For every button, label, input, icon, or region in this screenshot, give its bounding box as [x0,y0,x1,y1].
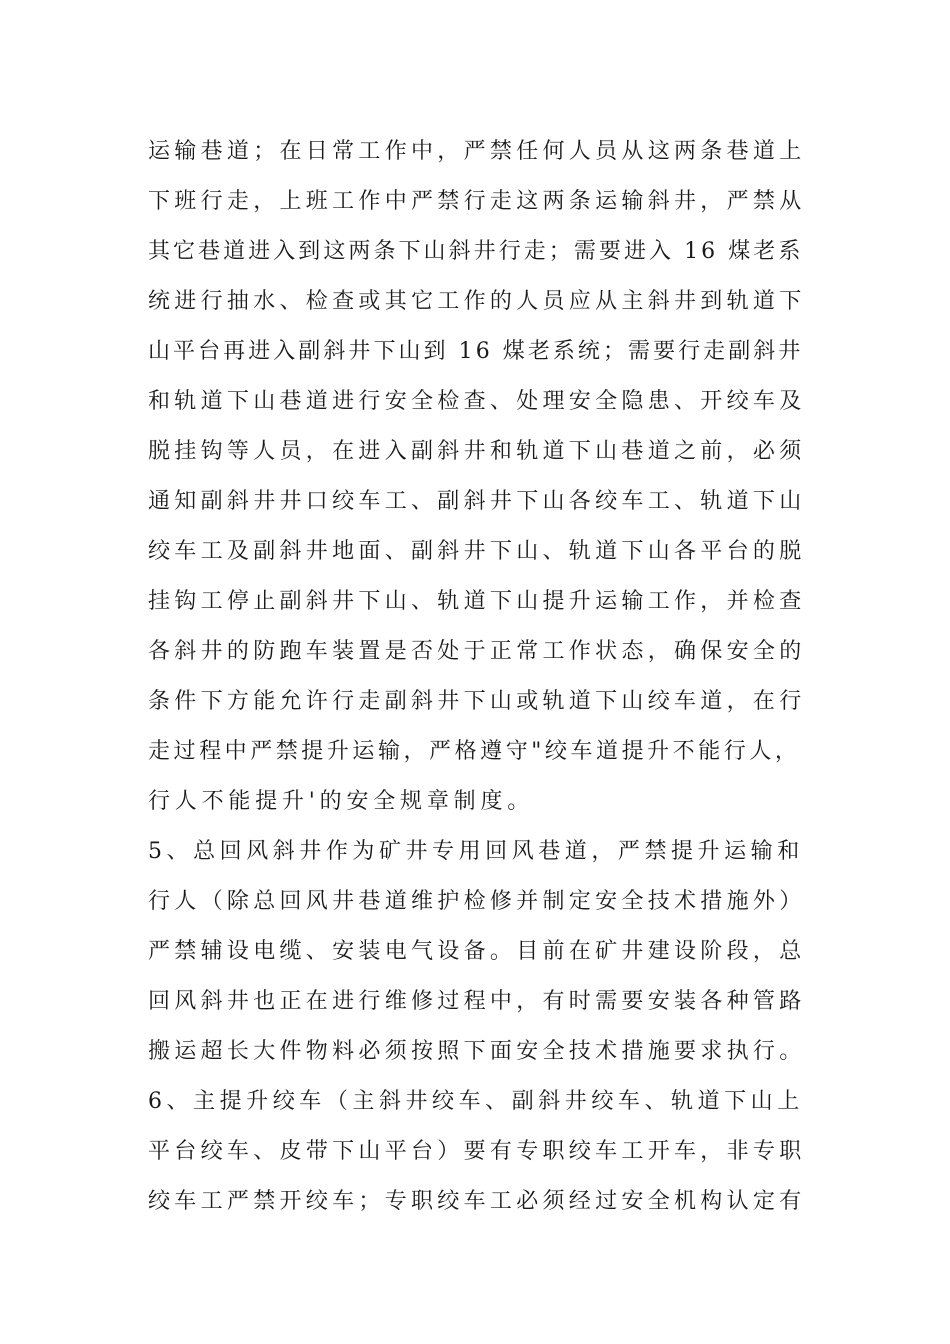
text-line: 严禁辅设电缆、安装电气设备。目前在矿井建设阶段，总 [148,939,806,964]
text-line: 各斜井的防跑车装置是否处于正常工作状态，确保安全的 [148,639,806,664]
paragraph-6-start: 6、主提升绞车（主斜井绞车、副斜井绞车、轨道下山上 [148,1089,804,1114]
paragraph-5-start: 5、总回风斜井作为矿井专用回风巷道，严禁提升运输和 [148,839,804,864]
text-line: 回风斜井也正在进行维修过程中，有时需要安装各种管路 [148,989,806,1014]
text-line: 通知副斜井井口绞车工、副斜井下山各绞车工、轨道下山 [148,489,806,514]
text-line: 绞车工及副斜井地面、副斜井下山、轨道下山各平台的脱 [148,539,806,564]
text-line: 搬运超长大件物料必须按照下面安全技术措施要求执行。 [148,1039,806,1064]
text-line: 其它巷道进入到这两条下山斜井行走；需要进入 16 煤老系 [148,239,804,264]
text-line: 和轨道下山巷道进行安全检查、处理安全隐患、开绞车及 [148,389,806,414]
text-line: 统进行抽水、检查或其它工作的人员应从主斜井到轨道下 [148,289,806,314]
text-line: 运输巷道；在日常工作中，严禁任何人员从这两条巷道上 [148,139,806,164]
text-line: 绞车工严禁开绞车；专职绞车工必须经过安全机构认定有 [148,1189,806,1214]
text-line: 行人不能提升'的安全规章制度。 [148,789,535,814]
text-line: 行人（除总回风井巷道维护检修并制定安全技术措施外） [148,889,806,914]
text-line: 下班行走，上班工作中严禁行走这两条运输斜井，严禁从 [148,189,806,214]
text-line: 山平台再进入副斜井下山到 16 煤老系统；需要行走副斜井 [148,339,804,364]
text-line: 走过程中严禁提升运输，严格遵守"绞车道提升不能行人， [148,739,801,764]
text-line: 平台绞车、皮带下山平台）要有专职绞车工开车，非专职 [148,1139,806,1164]
text-line: 脱挂钩等人员，在进入副斜井和轨道下山巷道之前，必须 [148,439,806,464]
text-line: 条件下方能允许行走副斜井下山或轨道下山绞车道，在行 [148,689,806,714]
text-line: 挂钩工停止副斜井下山、轨道下山提升运输工作，并检查 [148,589,806,614]
